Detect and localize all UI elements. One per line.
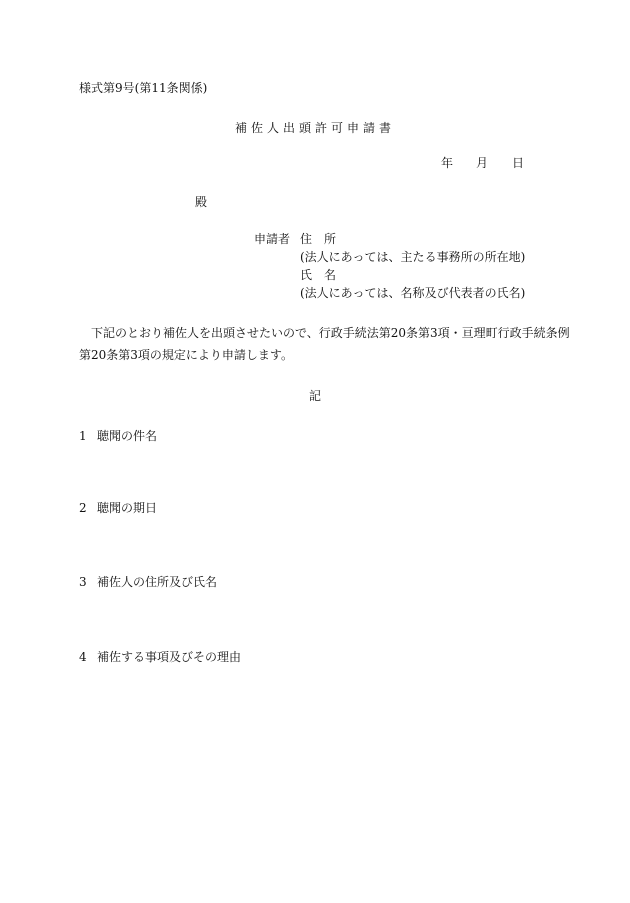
item-number: 1	[79, 429, 87, 443]
item-number: 4	[79, 650, 87, 664]
name-note: (法人にあっては、名称及び代表者の氏名)	[300, 286, 526, 300]
date-month: 月	[476, 156, 489, 170]
ki-heading: 記	[308, 389, 321, 403]
applicant-label: 申請者	[254, 232, 291, 246]
item-number: 3	[79, 575, 87, 589]
address-label: 住 所	[300, 232, 337, 246]
list-item	[79, 649, 241, 665]
item-label: 補佐人の住所及び氏名	[97, 575, 218, 589]
item-label: 聴聞の件名	[97, 429, 158, 443]
addressee-suffix: 殿	[195, 195, 208, 209]
body-text-line-1-content: 下記のとおり補佐人を出頭させたいので、行政手続法第20条第3項・亘理町行政手続条例	[91, 326, 570, 340]
list-item	[79, 574, 217, 590]
name-label: 氏 名	[300, 268, 337, 282]
document-title: 補佐人出頭許可申請書	[234, 121, 395, 135]
item-label: 聴聞の期日	[97, 501, 158, 515]
body-text-line-2: 第20条第3項の規定により申請します。	[79, 348, 293, 362]
item-label: 補佐する事項及びその理由	[97, 650, 242, 664]
body-text-line-1	[79, 325, 570, 341]
date-year: 年	[441, 156, 454, 170]
item-number: 2	[79, 501, 87, 515]
address-note: (法人にあっては、主たる事務所の所在地)	[300, 250, 526, 264]
list-item	[79, 500, 157, 516]
list-item	[79, 428, 157, 444]
form-number: 様式第9号(第11条関係)	[79, 81, 208, 95]
date-day: 日	[512, 156, 525, 170]
